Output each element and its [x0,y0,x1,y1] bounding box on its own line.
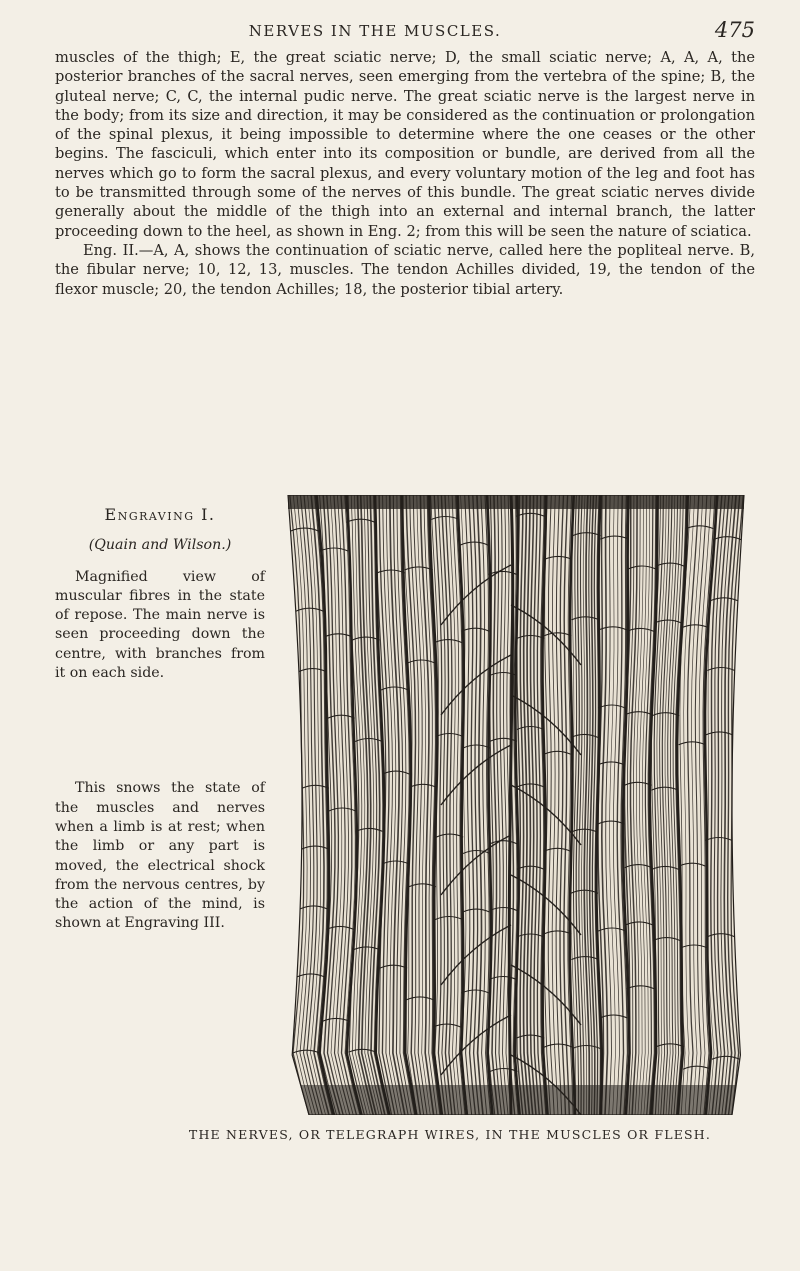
engraving-title: Engraving I. [104,505,216,524]
top-shading [288,495,744,509]
engraving-caption-column [55,505,265,948]
body-paragraph-1: muscles of the thigh; E, the great sciatic nerve; D, the small sciatic nerve; A, A, A, the posterior branches of the sacral nerves, seen emerging from the vertebra of the spine; B, the gluteal nerve; C, C, the internal pudic nerve. The great sciatic nerve is the largest nerve in the body; from its size and direction, it may be considered as the continuation or prolongation of the spinal plexus, it being impossible to determine where the one ceases or the other begins. The fasciculi, which enter into its composition or bundle, are derived from all the nerves which go to form the sacral plexus, and every voluntary motion of the leg and foot has to be transmitted through some of the nerves of this bundle. The great sciatic nerves divide generally about the middle of the thigh into an external and internal branch, the latter proceeding down to the heel, as shown in Eng. 2; from this will be seen the nature of sciatica. [55,49,755,240]
page-number: 475 [714,18,755,42]
body-text [55,48,755,299]
muscle-fibres-engraving [276,495,754,1115]
engraving-description: Magnified view of muscular fibres in the state of repose. The main nerve is seen proceeding down the centre, with branches from it on each side. [55,568,265,682]
body-paragraph-2: Eng. II.—A, A, shows the continuation of sciatic nerve, called here the popliteal nerve. B, the fibular nerve; 10, 12, 13, muscles. The tendon Achilles divided, 19, the tendon of the flexor muscle; 20, the tendon Achilles; 18, the posterior tibial artery. [55,241,755,298]
page-header [55,14,755,44]
running-head: NERVES IN THE MUSCLES. [248,22,502,40]
engraving-source: (Quain and Wilson.) [88,537,232,554]
engraving-illustration [276,495,754,1115]
bottom-shading [301,1085,737,1115]
figure-caption: THE NERVES, OR TELEGRAPH WIRES, IN THE MUSCLES OR FLESH. [188,1127,712,1142]
engraving-note: This snows the state of the muscles and nerves when a limb is at rest; when the limb or any part is moved, the electrical shock from the nervous centres, by the action of the mind, is shown at Engraving III. [55,780,265,932]
